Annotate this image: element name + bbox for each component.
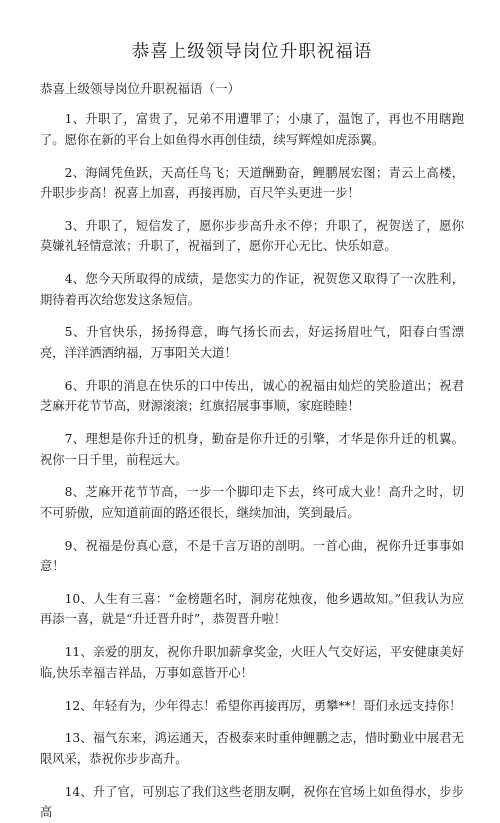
section-heading: 恭喜上级领导岗位升职祝福语（一） — [40, 81, 241, 96]
list-item: 7、理想是你升迁的机身，勤奋是你升迁的引擎，才华是你升迁的机翼。祝你一日千里，前程远大。 — [40, 432, 464, 467]
list-item: 13、福气东来，鸿运通天，否极泰来时重伸鲤鹏之志，惜时勤业中展君无限风采，恭祝你步步高升。 — [40, 731, 464, 766]
list-item: 11、亲爱的朋友，祝你升职加薪拿奖金，火旺人气交好运，平安健康美好临,快乐幸福吉祥品，万事如意皆开心！ — [40, 645, 464, 680]
list-item: 10、人生有三喜：“金榜题名时，洞房花烛夜，他乡遇故知。”但我认为应再添一喜，就是“升迁晋升时”，恭贺晋升啦！ — [40, 591, 464, 627]
blessing-list — [40, 109, 464, 822]
list-item: 9、祝福是份真心意，不是千言万语的剖明。一首心曲，祝你升迁事事如意！ — [40, 538, 464, 574]
list-item: 14、升了官，可别忘了我们这些老朋友啊，祝你在官场上如鱼得水，步步高 — [40, 784, 464, 820]
list-item: 1、升职了，富贵了，兄弟不用遭罪了；小康了，温饱了，再也不用瞎跑了。愿你在新的平台上如鱼得水再创佳绩，续写辉煌如虎添翼。 — [40, 112, 464, 147]
list-item: 8、芝麻开花节节高，一步一个脚印走下去，终可成大业！高升之时，切不可骄傲，应知道前面的路还很长，继续加油，笑到最后。 — [40, 485, 464, 520]
list-item: 2、海阔凭鱼跃，天高任鸟飞；天道酬勤奋，鲤鹏展宏图；青云上高楼，升职步步高！祝喜上加喜，再接再励，百尺竿头更进一步！ — [40, 165, 464, 201]
list-item: 4、您今天所取得的成绩，是您实力的作证，祝贺您又取得了一次胜利，期待着再次给您发这条短信。 — [40, 272, 464, 307]
list-item: 5、升官快乐，扬扬得意，晦气扬长而去，好运扬眉吐气，阳春白雪漂亮，洋洋洒洒纳福，万事阳关大道！ — [40, 325, 464, 360]
list-item: 3、升职了，短信发了，愿你步步高升永不停；升职了，祝贺送了，愿你莫嫌礼轻情意浓；升职了，祝福到了，愿你开心无比、快乐如意。 — [40, 218, 464, 254]
document-title: 恭喜上级领导岗位升职祝福语 — [131, 42, 373, 62]
list-item: 6、升职的消息在快乐的口中传出，诚心的祝福由灿烂的笑脸道出；祝君芝麻开花节节高，财源滚滚；红旗招展事事顺，家庭睦睦！ — [40, 378, 464, 414]
list-item: 12、年轻有为，少年得志！希望你再接再厉，勇攀**！哥们永远支持你！ — [64, 698, 462, 713]
